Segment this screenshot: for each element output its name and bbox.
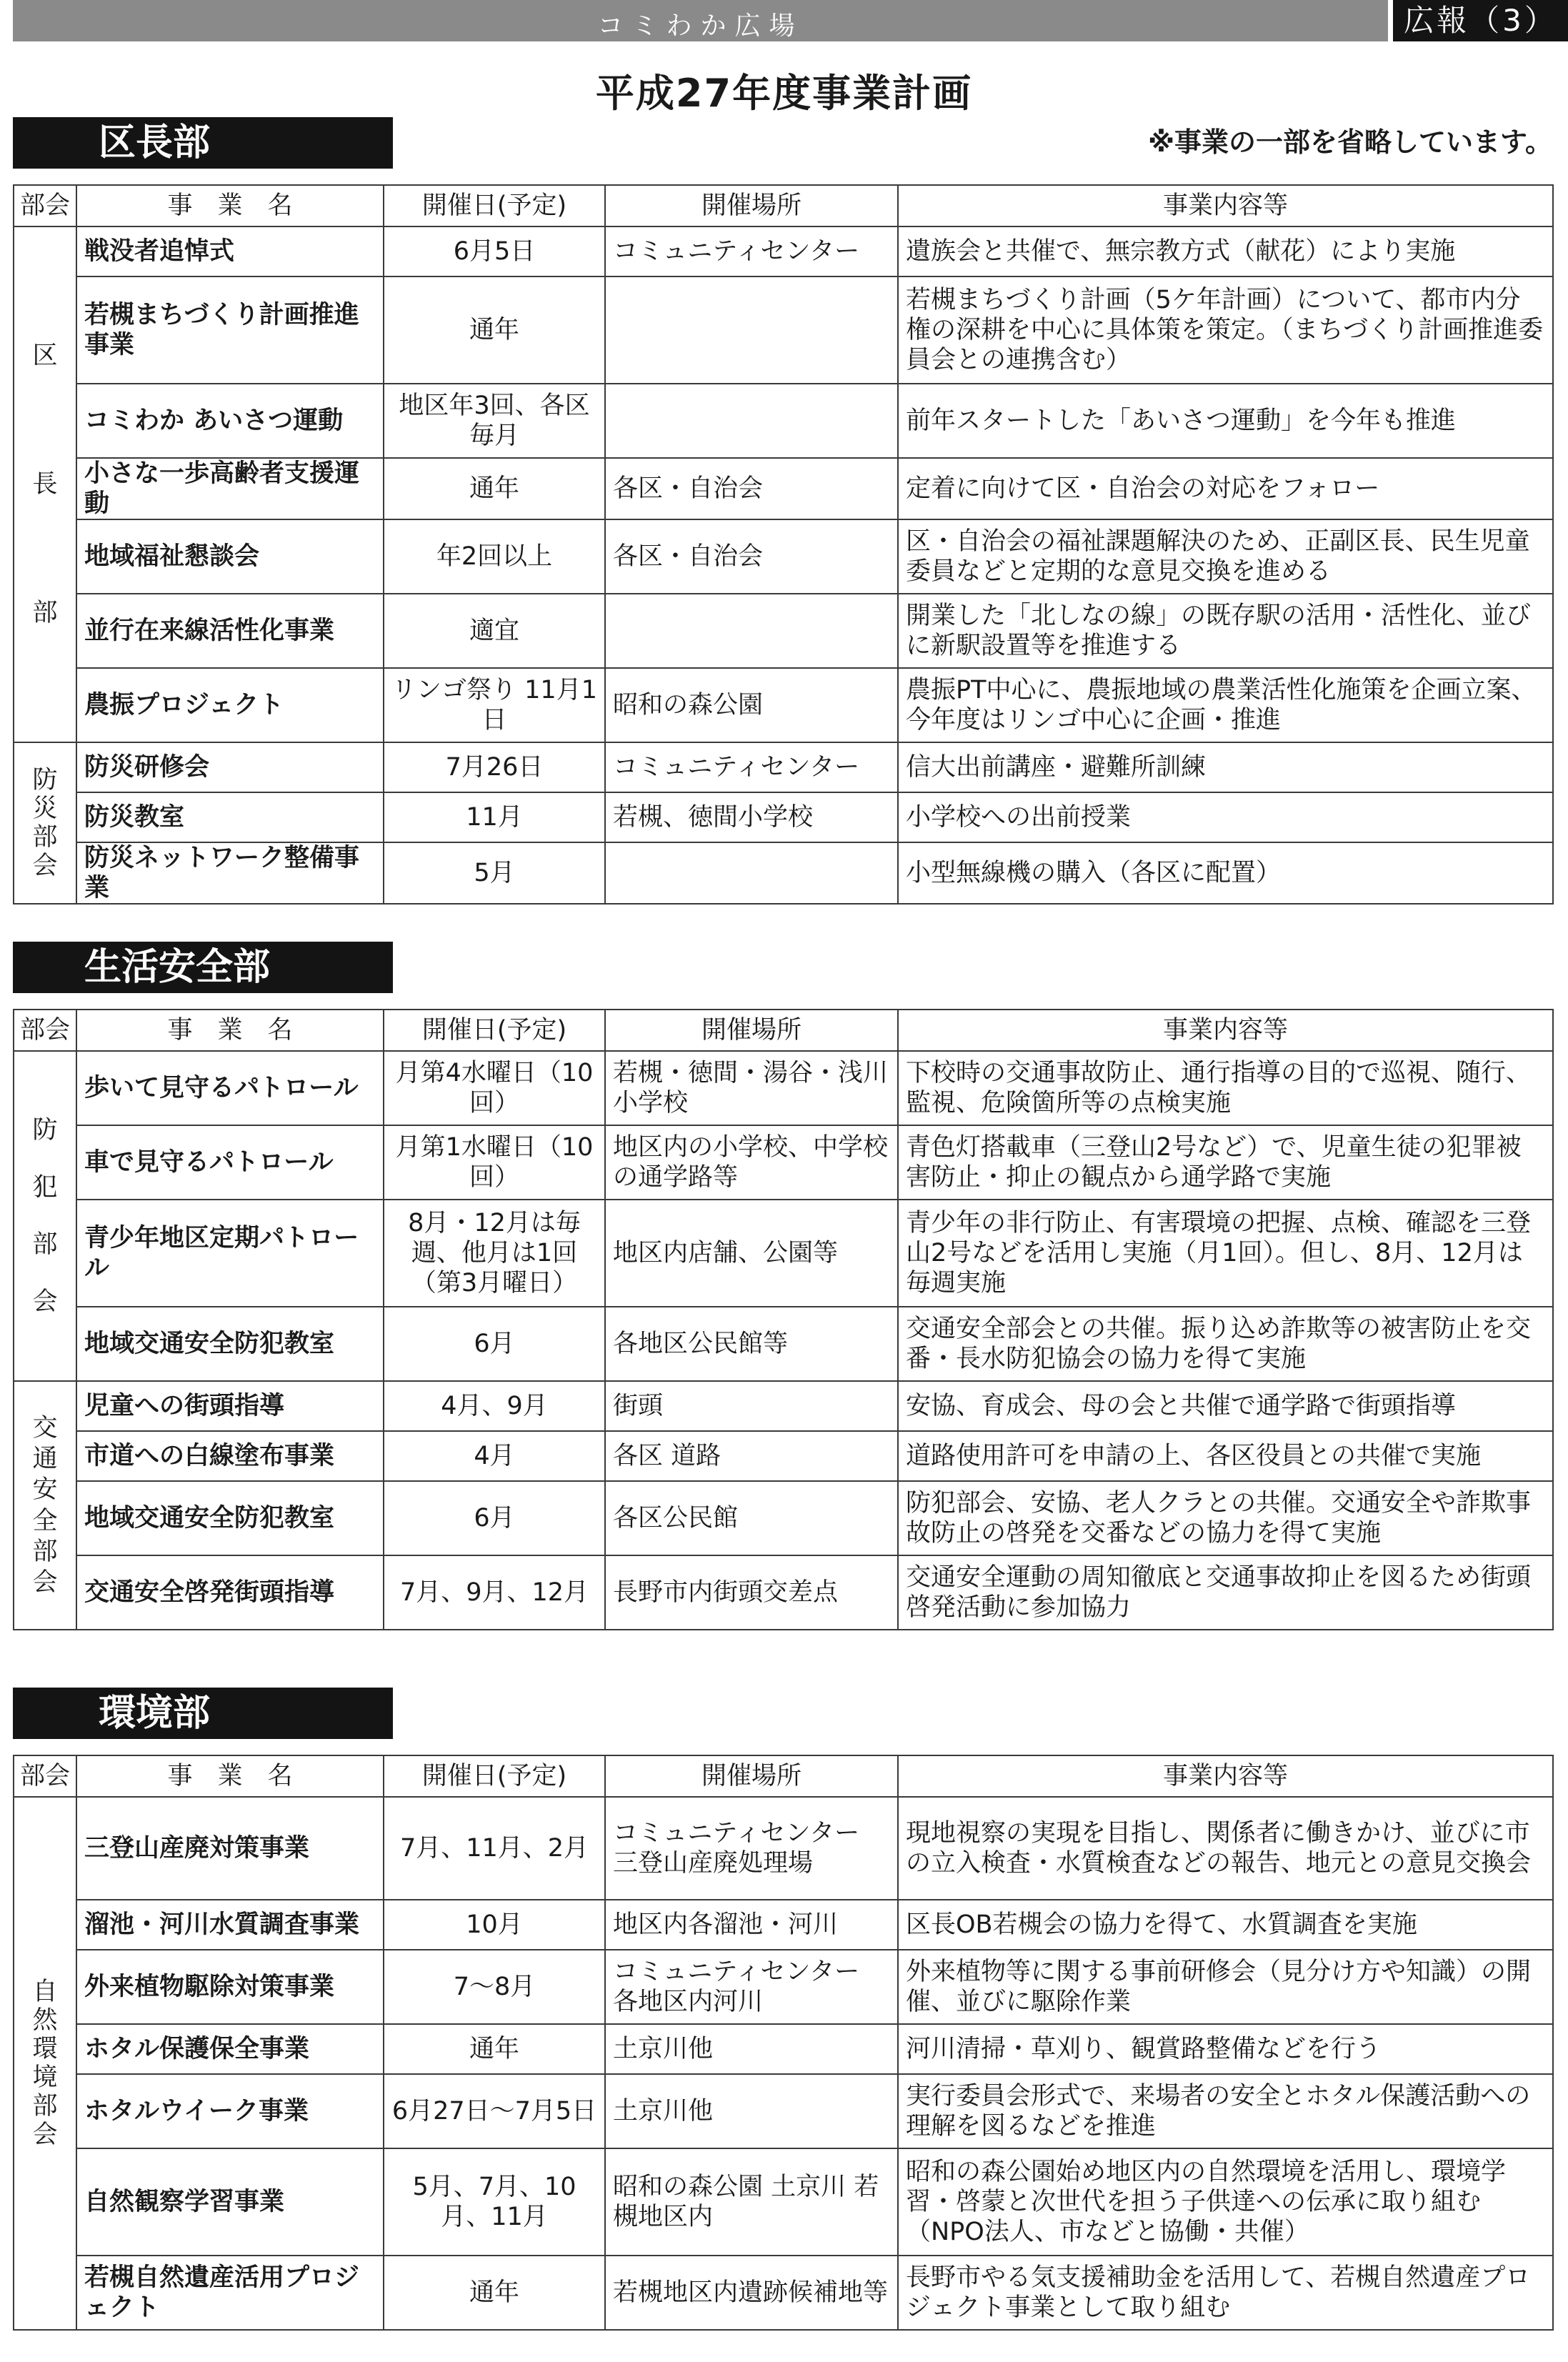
- event-name: 並行在来線活性化事業: [76, 594, 384, 668]
- kankyo-table: [13, 1755, 1554, 2331]
- group-label-shizen-kankyo: [14, 1797, 76, 2330]
- group-label-char: 会: [32, 1287, 58, 1316]
- event-name: 若槻まちづくり計画推進事業: [76, 276, 384, 384]
- table-header-row: [14, 1010, 1553, 1051]
- event-place: [605, 384, 898, 458]
- event-place: 若槻、徳間小学校: [605, 792, 898, 842]
- event-date: 7～8月: [384, 1950, 605, 2024]
- event-content: 青色灯搭載車（三登山2号など）で、児童生徒の犯罪被害防止・抑止の観点から通学路で実施: [898, 1125, 1553, 1200]
- event-name: 市道への白線塗布事業: [76, 1431, 384, 1481]
- section-heading-kankyo: 環境部: [13, 1688, 393, 1739]
- table-row: [14, 1307, 1553, 1381]
- table-row: [14, 2256, 1553, 2330]
- event-place: コミュニティセンター 三登山産廃処理場: [605, 1797, 898, 1900]
- table-row: [14, 1200, 1553, 1307]
- event-content: 道路使用許可を申請の上、各区役員との共催で実施: [898, 1431, 1553, 1481]
- table-row: [14, 276, 1553, 384]
- event-place: 地区内の小学校、中学校の通学路等: [605, 1125, 898, 1200]
- table-row: [14, 2074, 1553, 2148]
- group-label-bohan: [14, 1051, 76, 1381]
- group-label-char: 部: [32, 1230, 58, 1259]
- event-content: 昭和の森公園始め地区内の自然環境を活用し、環境学習・啓蒙と次世代を担う子供達への伝承に取り組む（NPO法人、市などと協働・共催）: [898, 2148, 1553, 2256]
- event-date: 通年: [384, 276, 605, 384]
- event-date: 通年: [384, 2024, 605, 2074]
- event-name: 農振プロジェクト: [76, 668, 384, 742]
- event-content: 農振PT中心に、農振地域の農業活性化施策を企画立案、今年度はリンゴ中心に企画・推進: [898, 668, 1553, 742]
- col-header-content: 事業内容等: [898, 1010, 1553, 1051]
- page-header: [0, 0, 1568, 41]
- event-place: 土京川他: [605, 2024, 898, 2074]
- event-date: 地区年3回、各区毎月: [384, 384, 605, 458]
- col-header-place: 開催場所: [605, 185, 898, 226]
- event-date: 10月: [384, 1900, 605, 1950]
- event-content: 現地視察の実現を目指し、関係者に働きかけ、並びに市の立入検査・水質検査などの報告、地元との意見交換会: [898, 1797, 1553, 1900]
- table-row: [14, 384, 1553, 458]
- event-place: [605, 842, 898, 904]
- header-band-label: コミわか広場: [597, 11, 804, 41]
- event-content: 区・自治会の福祉課題解決のため、正副区長、民生児童委員などと定期的な意見交換を進める: [898, 519, 1553, 594]
- event-place: [605, 594, 898, 668]
- group-label-char: 通: [32, 1444, 58, 1473]
- event-name: 三登山産廃対策事業: [76, 1797, 384, 1900]
- group-label-char: 境: [32, 2063, 58, 2092]
- event-name: 戦没者追悼式: [76, 226, 384, 276]
- event-date: 月第4水曜日（10回）: [384, 1051, 605, 1125]
- group-label-char: 長: [32, 470, 58, 499]
- table-row: [14, 458, 1553, 519]
- event-content: 長野市やる気支援補助金を活用して、若槻自然遺産プロジェクト事業として取り組む: [898, 2256, 1553, 2330]
- col-header-bukai: 部会: [14, 1755, 76, 1797]
- table-row: [14, 1950, 1553, 2024]
- section-heading-seikatsu-anzen: 生活安全部: [13, 942, 393, 993]
- event-date: 6月: [384, 1307, 605, 1381]
- event-content: 前年スタートした「あいさつ運動」を今年も推進: [898, 384, 1553, 458]
- event-date: 5月: [384, 842, 605, 904]
- event-date: 通年: [384, 2256, 605, 2330]
- event-place: 各区・自治会: [605, 519, 898, 594]
- seikatsu-anzen-table: [13, 1009, 1554, 1630]
- omission-note: ※事業の一部を省略しています。: [1148, 126, 1552, 158]
- event-content: 下校時の交通事故防止、通行指導の目的で巡視、随行、監視、危険箇所等の点検実施: [898, 1051, 1553, 1125]
- group-label-char: 犯: [32, 1173, 58, 1202]
- group-label-char: 災: [32, 794, 58, 823]
- group-label-char: 自: [32, 1978, 58, 2006]
- table-row: [14, 519, 1553, 594]
- event-name: 車で見守るパトロール: [76, 1125, 384, 1200]
- table-header-row: [14, 185, 1553, 226]
- event-date: 月第1水曜日（10回）: [384, 1125, 605, 1200]
- col-header-place: 開催場所: [605, 1755, 898, 1797]
- table-row: [14, 1051, 1553, 1125]
- event-date: 11月: [384, 792, 605, 842]
- event-date: 7月、11月、2月: [384, 1797, 605, 1900]
- event-place: 地区内各溜池・河川: [605, 1900, 898, 1950]
- event-place: 各区公民館: [605, 1481, 898, 1555]
- event-content: 小型無線機の購入（各区に配置）: [898, 842, 1553, 904]
- event-date: 7月、9月、12月: [384, 1555, 605, 1630]
- event-place: 若槻・徳間・湯谷・浅川小学校: [605, 1051, 898, 1125]
- page-title: 平成27年度事業計画: [595, 71, 973, 116]
- event-name: 地域交通安全防犯教室: [76, 1307, 384, 1381]
- event-place: 各区・自治会: [605, 458, 898, 519]
- event-name: ホタル保護保全事業: [76, 2024, 384, 2074]
- event-date: 6月27日～7月5日: [384, 2074, 605, 2148]
- group-label-char: 安: [32, 1475, 58, 1505]
- event-name: 防災教室: [76, 792, 384, 842]
- event-date: 8月・12月は毎週、他月は1回（第3月曜日）: [384, 1200, 605, 1307]
- group-label-char: 全: [32, 1506, 58, 1535]
- col-header-bukai: 部会: [14, 1010, 76, 1051]
- event-name: 青少年地区定期パトロール: [76, 1200, 384, 1307]
- event-date: 4月: [384, 1431, 605, 1481]
- event-name: 防災ネットワーク整備事業: [76, 842, 384, 904]
- event-content: 外来植物等に関する事前研修会（見分け方や知識）の開催、並びに駆除作業: [898, 1950, 1553, 2024]
- event-date: 6月5日: [384, 226, 605, 276]
- col-header-name: 事 業 名: [76, 185, 384, 226]
- col-header-date: 開催日(予定): [384, 1010, 605, 1051]
- event-content: 開業した「北しなの線」の既存駅の活用・活性化、並びに新駅設置等を推進する: [898, 594, 1553, 668]
- group-label-char: 防: [32, 1116, 58, 1145]
- table-row: [14, 226, 1553, 276]
- table-row: [14, 1431, 1553, 1481]
- table-row: [14, 792, 1553, 842]
- col-header-date: 開催日(予定): [384, 1755, 605, 1797]
- event-name: 歩いて見守るパトロール: [76, 1051, 384, 1125]
- group-label-char: 部: [32, 2092, 58, 2121]
- event-place: 各地区公民館等: [605, 1307, 898, 1381]
- event-content: 遺族会と共催で、無宗教方式（献花）により実施: [898, 226, 1553, 276]
- event-date: 4月、9月: [384, 1381, 605, 1431]
- table-row: [14, 1481, 1553, 1555]
- table-row: [14, 1797, 1553, 1900]
- col-header-name: 事 業 名: [76, 1010, 384, 1051]
- event-name: 交通安全啓発街頭指導: [76, 1555, 384, 1630]
- event-name: 地域福祉懇談会: [76, 519, 384, 594]
- event-name: 小さな一歩高齢者支援運動: [76, 458, 384, 519]
- event-date: 年2回以上: [384, 519, 605, 594]
- event-content: 区長OB若槻会の協力を得て、水質調査を実施: [898, 1900, 1553, 1950]
- event-place: 若槻地区内遺跡候補地等: [605, 2256, 898, 2330]
- event-date: 6月: [384, 1481, 605, 1555]
- kuchobu-table: [13, 184, 1554, 905]
- event-name: 地域交通安全防犯教室: [76, 1481, 384, 1555]
- group-label-kuchobu: [14, 226, 76, 742]
- event-content: 若槻まちづくり計画（5ケ年計画）について、都市内分権の深耕を中心に具体策を策定。（まちづくり計画推進委員会との連携含む）: [898, 276, 1553, 384]
- event-place: 街頭: [605, 1381, 898, 1431]
- table-row: [14, 1381, 1553, 1431]
- group-label-char: 防: [32, 766, 58, 794]
- event-place: コミュニティセンター: [605, 742, 898, 792]
- table-row: [14, 2024, 1553, 2074]
- event-place: 長野市内街頭交差点: [605, 1555, 898, 1630]
- event-content: 交通安全運動の周知徹底と交通事故抑止を図るため街頭啓発活動に参加協力: [898, 1555, 1553, 1630]
- group-label-char: 会: [32, 2121, 58, 2149]
- group-label-char: 会: [32, 852, 58, 880]
- event-place: [605, 276, 898, 384]
- table-row: [14, 1555, 1553, 1630]
- event-name: 防災研修会: [76, 742, 384, 792]
- event-name: 若槻自然遺産活用プロジェクト: [76, 2256, 384, 2330]
- event-place: 地区内店舗、公園等: [605, 1200, 898, 1307]
- table-row: [14, 1900, 1553, 1950]
- event-place: 土京川他: [605, 2074, 898, 2148]
- event-place: 昭和の森公園 土京川 若槻地区内: [605, 2148, 898, 2256]
- event-content: 安協、育成会、母の会と共催で通学路で街頭指導: [898, 1381, 1553, 1431]
- table-row: [14, 842, 1553, 904]
- event-name: 溜池・河川水質調査事業: [76, 1900, 384, 1950]
- group-label-char: 部: [32, 823, 58, 852]
- page-number-tag: 広報（3）: [1393, 0, 1568, 41]
- event-name: コミわか あいさつ運動: [76, 384, 384, 458]
- group-label-char: 交: [32, 1413, 58, 1442]
- event-name: 自然観察学習事業: [76, 2148, 384, 2256]
- col-header-date: 開催日(予定): [384, 185, 605, 226]
- group-label-char: 環: [32, 2035, 58, 2063]
- section-heading-kuchobu: 区長部: [13, 117, 393, 169]
- event-date: 通年: [384, 458, 605, 519]
- table-row: [14, 742, 1553, 792]
- event-name: ホタルウイーク事業: [76, 2074, 384, 2148]
- event-place: コミュニティセンター 各地区内河川: [605, 1950, 898, 2024]
- event-name: 児童への街頭指導: [76, 1381, 384, 1431]
- group-label-bosai: [14, 742, 76, 904]
- col-header-place: 開催場所: [605, 1010, 898, 1051]
- col-header-name: 事 業 名: [76, 1755, 384, 1797]
- event-date: 適宜: [384, 594, 605, 668]
- event-content: 小学校への出前授業: [898, 792, 1553, 842]
- event-date: 7月26日: [384, 742, 605, 792]
- col-header-content: 事業内容等: [898, 185, 1553, 226]
- table-row: [14, 1125, 1553, 1200]
- event-content: 防犯部会、安協、老人クラとの共催。交通安全や詐欺事故防止の啓発を交番などの協力を得て実施: [898, 1481, 1553, 1555]
- event-place: コミュニティセンター: [605, 226, 898, 276]
- group-label-char: 区: [32, 342, 58, 370]
- table-row: [14, 2148, 1553, 2256]
- event-content: 実行委員会形式で、来場者の安全とホタル保護活動への理解を図るなどを推進: [898, 2074, 1553, 2148]
- event-name: 外来植物駆除対策事業: [76, 1950, 384, 2024]
- event-date: リンゴ祭り 11月1日: [384, 668, 605, 742]
- group-label-char: 会: [32, 1568, 58, 1598]
- group-label-char: 然: [32, 2006, 58, 2035]
- event-content: 信大出前講座・避難所訓練: [898, 742, 1553, 792]
- table-header-row: [14, 1755, 1553, 1797]
- header-band: [13, 0, 1388, 41]
- group-label-char: 部: [32, 1537, 58, 1566]
- table-row: [14, 594, 1553, 668]
- event-date: 5月、7月、10月、11月: [384, 2148, 605, 2256]
- event-content: 交通安全部会との共催。振り込め詐欺等の被害防止を交番・長水防犯協会の協力を得て実施: [898, 1307, 1553, 1381]
- event-place: 各区 道路: [605, 1431, 898, 1481]
- group-label-kotsu-anzen: [14, 1381, 76, 1630]
- event-content: 青少年の非行防止、有害環境の把握、点検、確認を三登山2号などを活用し実施（月1回）。但し、8月、12月は毎週実施: [898, 1200, 1553, 1307]
- col-header-bukai: 部会: [14, 185, 76, 226]
- event-place: 昭和の森公園: [605, 668, 898, 742]
- group-label-char: 部: [32, 599, 58, 627]
- table-row: [14, 668, 1553, 742]
- event-content: 定着に向けて区・自治会の対応をフォロー: [898, 458, 1553, 519]
- col-header-content: 事業内容等: [898, 1755, 1553, 1797]
- event-content: 河川清掃・草刈り、観賞路整備などを行う: [898, 2024, 1553, 2074]
